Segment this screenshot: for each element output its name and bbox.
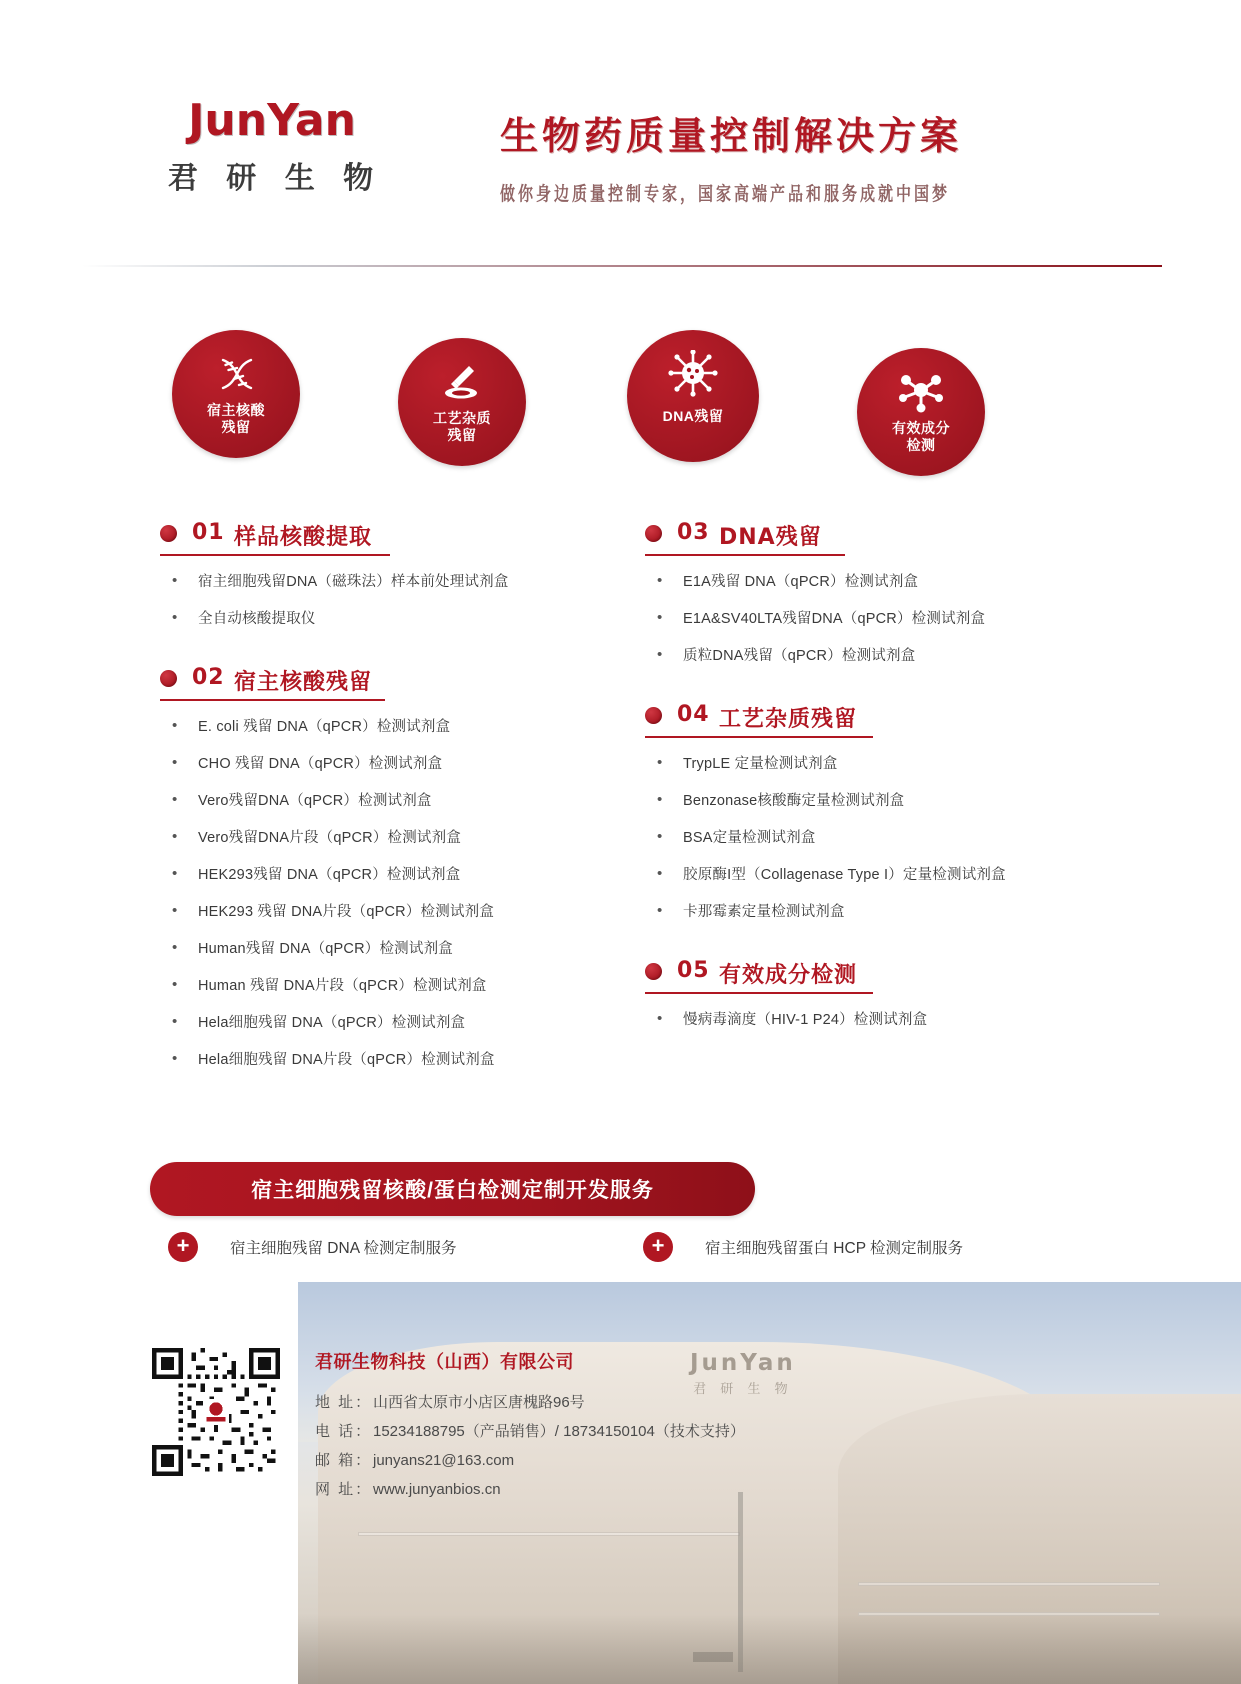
service-item-label: 宿主细胞残留 DNA 检测定制服务 (230, 1240, 457, 1257)
list-item: • Hela细胞残留 DNA（qPCR）检测试剂盒 (160, 1013, 660, 1033)
section-title: 样品核酸提取 (234, 525, 373, 550)
brand-logo (152, 95, 392, 197)
section-header-05 (645, 958, 1165, 992)
list-item: • BSA定量检测试剂盒 (645, 828, 1165, 848)
section-list-02 (160, 717, 660, 1070)
section-underline (645, 554, 845, 556)
list-item: • Vero残留DNA（qPCR）检测试剂盒 (160, 791, 660, 811)
right-column (645, 520, 1165, 1066)
badge-label: 有效成分 检测 (892, 420, 950, 453)
badge-process-impurity (398, 338, 526, 466)
section-number: 05 (677, 958, 710, 983)
virus-icon (627, 352, 759, 396)
address-value: 山西省太原市小店区唐槐路96号 (373, 1394, 585, 1411)
list-item: • 全自动核酸提取仪 (160, 609, 660, 629)
list-item: • HEK293残留 DNA（qPCR）检测试剂盒 (160, 865, 660, 885)
photo-detail-line (358, 1532, 740, 1536)
list-item: • E1A残留 DNA（qPCR）检测试剂盒 (645, 572, 1165, 592)
section-number: 01 (192, 520, 225, 545)
pipette-icon (398, 360, 526, 404)
qr-code-image (152, 1348, 280, 1476)
badge-dna-residue (627, 330, 759, 462)
contact-block (315, 1348, 875, 1504)
list-item: • TrypLE 定量检测试剂盒 (645, 754, 1165, 774)
bullet-dot-icon (645, 963, 662, 980)
section-list-04 (645, 754, 1165, 922)
page-header (0, 0, 1241, 278)
bullet-dot-icon (160, 525, 177, 542)
molecule-icon (857, 370, 985, 414)
dna-icon (172, 352, 300, 396)
building-logo-cn: 君 研 生 物 (693, 1382, 793, 1397)
brand-logo-cn: 君 研 生 物 (167, 161, 383, 196)
photo-detail-line (858, 1582, 1160, 1586)
badge-label: DNA残留 (662, 408, 724, 424)
section-number: 03 (677, 520, 710, 545)
left-column (160, 520, 660, 1106)
badge-host-nucleic-acid (172, 330, 300, 458)
bullet-dot-icon (160, 670, 177, 687)
section-header-01 (160, 520, 660, 554)
contact-phone (315, 1417, 875, 1446)
brand-logo-en: JunYan (188, 95, 356, 146)
website-label: 网 址： (315, 1481, 373, 1498)
section-header-03 (645, 520, 1165, 554)
company-name: 君研生物科技（山西）有限公司 (315, 1352, 574, 1372)
section-title: 工艺杂质残留 (719, 707, 858, 732)
section-header-02 (160, 665, 660, 699)
list-item: • 宿主细胞残留DNA（磁珠法）样本前处理试剂盒 (160, 572, 660, 592)
section-list-01 (160, 572, 660, 629)
list-item: • 慢病毒滴度（HIV-1 P24）检测试剂盒 (645, 1010, 1165, 1030)
page-subtitle: 做你身边质量控制专家，国家高端产品和服务成就中国梦 (500, 182, 951, 205)
plus-icon: + (168, 1232, 198, 1262)
contact-address (315, 1388, 875, 1417)
list-item: • 胶原酶I型（Collagenase Type I）定量检测试剂盒 (645, 865, 1165, 885)
service-banner: 宿主细胞残留核酸/蛋白检测定制开发服务 (150, 1162, 755, 1216)
section-number: 04 (677, 702, 710, 727)
bullet-dot-icon (645, 707, 662, 724)
section-number: 02 (192, 665, 225, 690)
header-divider (82, 265, 1162, 267)
section-underline (160, 699, 385, 701)
section-list-03 (645, 572, 1165, 666)
qr-code (152, 1348, 280, 1476)
phone-label: 电 话： (315, 1423, 373, 1440)
badge-label: 宿主核酸 残留 (207, 402, 265, 435)
contact-website (315, 1475, 875, 1504)
building-logo-en: JunYan (690, 1350, 796, 1376)
phone-value: 15234188795（产品销售）/ 18734150104（技术支持） (373, 1423, 745, 1440)
list-item: • Human残留 DNA（qPCR）检测试剂盒 (160, 939, 660, 959)
service-item-label: 宿主细胞残留蛋白 HCP 检测定制服务 (705, 1240, 964, 1257)
badge-label: 工艺杂质 残留 (433, 410, 491, 443)
list-item: • Benzonase核酸酶定量检测试剂盒 (645, 791, 1165, 811)
list-item: • Vero残留DNA片段（qPCR）检测试剂盒 (160, 828, 660, 848)
badge-active-ingredient (857, 348, 985, 476)
list-item: • 卡那霉素定量检测试剂盒 (645, 902, 1165, 922)
section-underline (645, 992, 873, 994)
page-title: 生物药质量控制解决方案 (500, 114, 963, 158)
section-title: DNA残留 (719, 525, 822, 550)
email-value: junyans21@163.com (373, 1452, 515, 1469)
list-item: • HEK293 残留 DNA片段（qPCR）检测试剂盒 (160, 902, 660, 922)
list-item: • Human 残留 DNA片段（qPCR）检测试剂盒 (160, 976, 660, 996)
list-item: • Hela细胞残留 DNA片段（qPCR）检测试剂盒 (160, 1050, 660, 1070)
service-items (0, 1232, 1241, 1276)
bullet-dot-icon (645, 525, 662, 542)
address-label: 地 址： (315, 1394, 373, 1411)
section-title: 宿主核酸残留 (234, 670, 373, 695)
website-value[interactable]: www.junyanbios.cn (373, 1481, 501, 1498)
list-item: • CHO 残留 DNA（qPCR）检测试剂盒 (160, 754, 660, 774)
section-title: 有效成分检测 (719, 963, 858, 988)
list-item: • 质粒DNA残留（qPCR）检测试剂盒 (645, 646, 1165, 666)
section-underline (645, 736, 873, 738)
section-header-04 (645, 702, 1165, 736)
section-underline (160, 554, 390, 556)
category-badges (0, 330, 1241, 500)
contact-email (315, 1446, 875, 1475)
header-title-block (500, 105, 1120, 205)
photo-ground-shadow (298, 1614, 1241, 1684)
email-label: 邮 箱： (315, 1452, 373, 1469)
list-item: • E. coli 残留 DNA（qPCR）检测试剂盒 (160, 717, 660, 737)
plus-icon: + (643, 1232, 673, 1262)
section-list-05 (645, 1010, 1165, 1030)
list-item: • E1A&SV40LTA残留DNA（qPCR）检测试剂盒 (645, 609, 1165, 629)
